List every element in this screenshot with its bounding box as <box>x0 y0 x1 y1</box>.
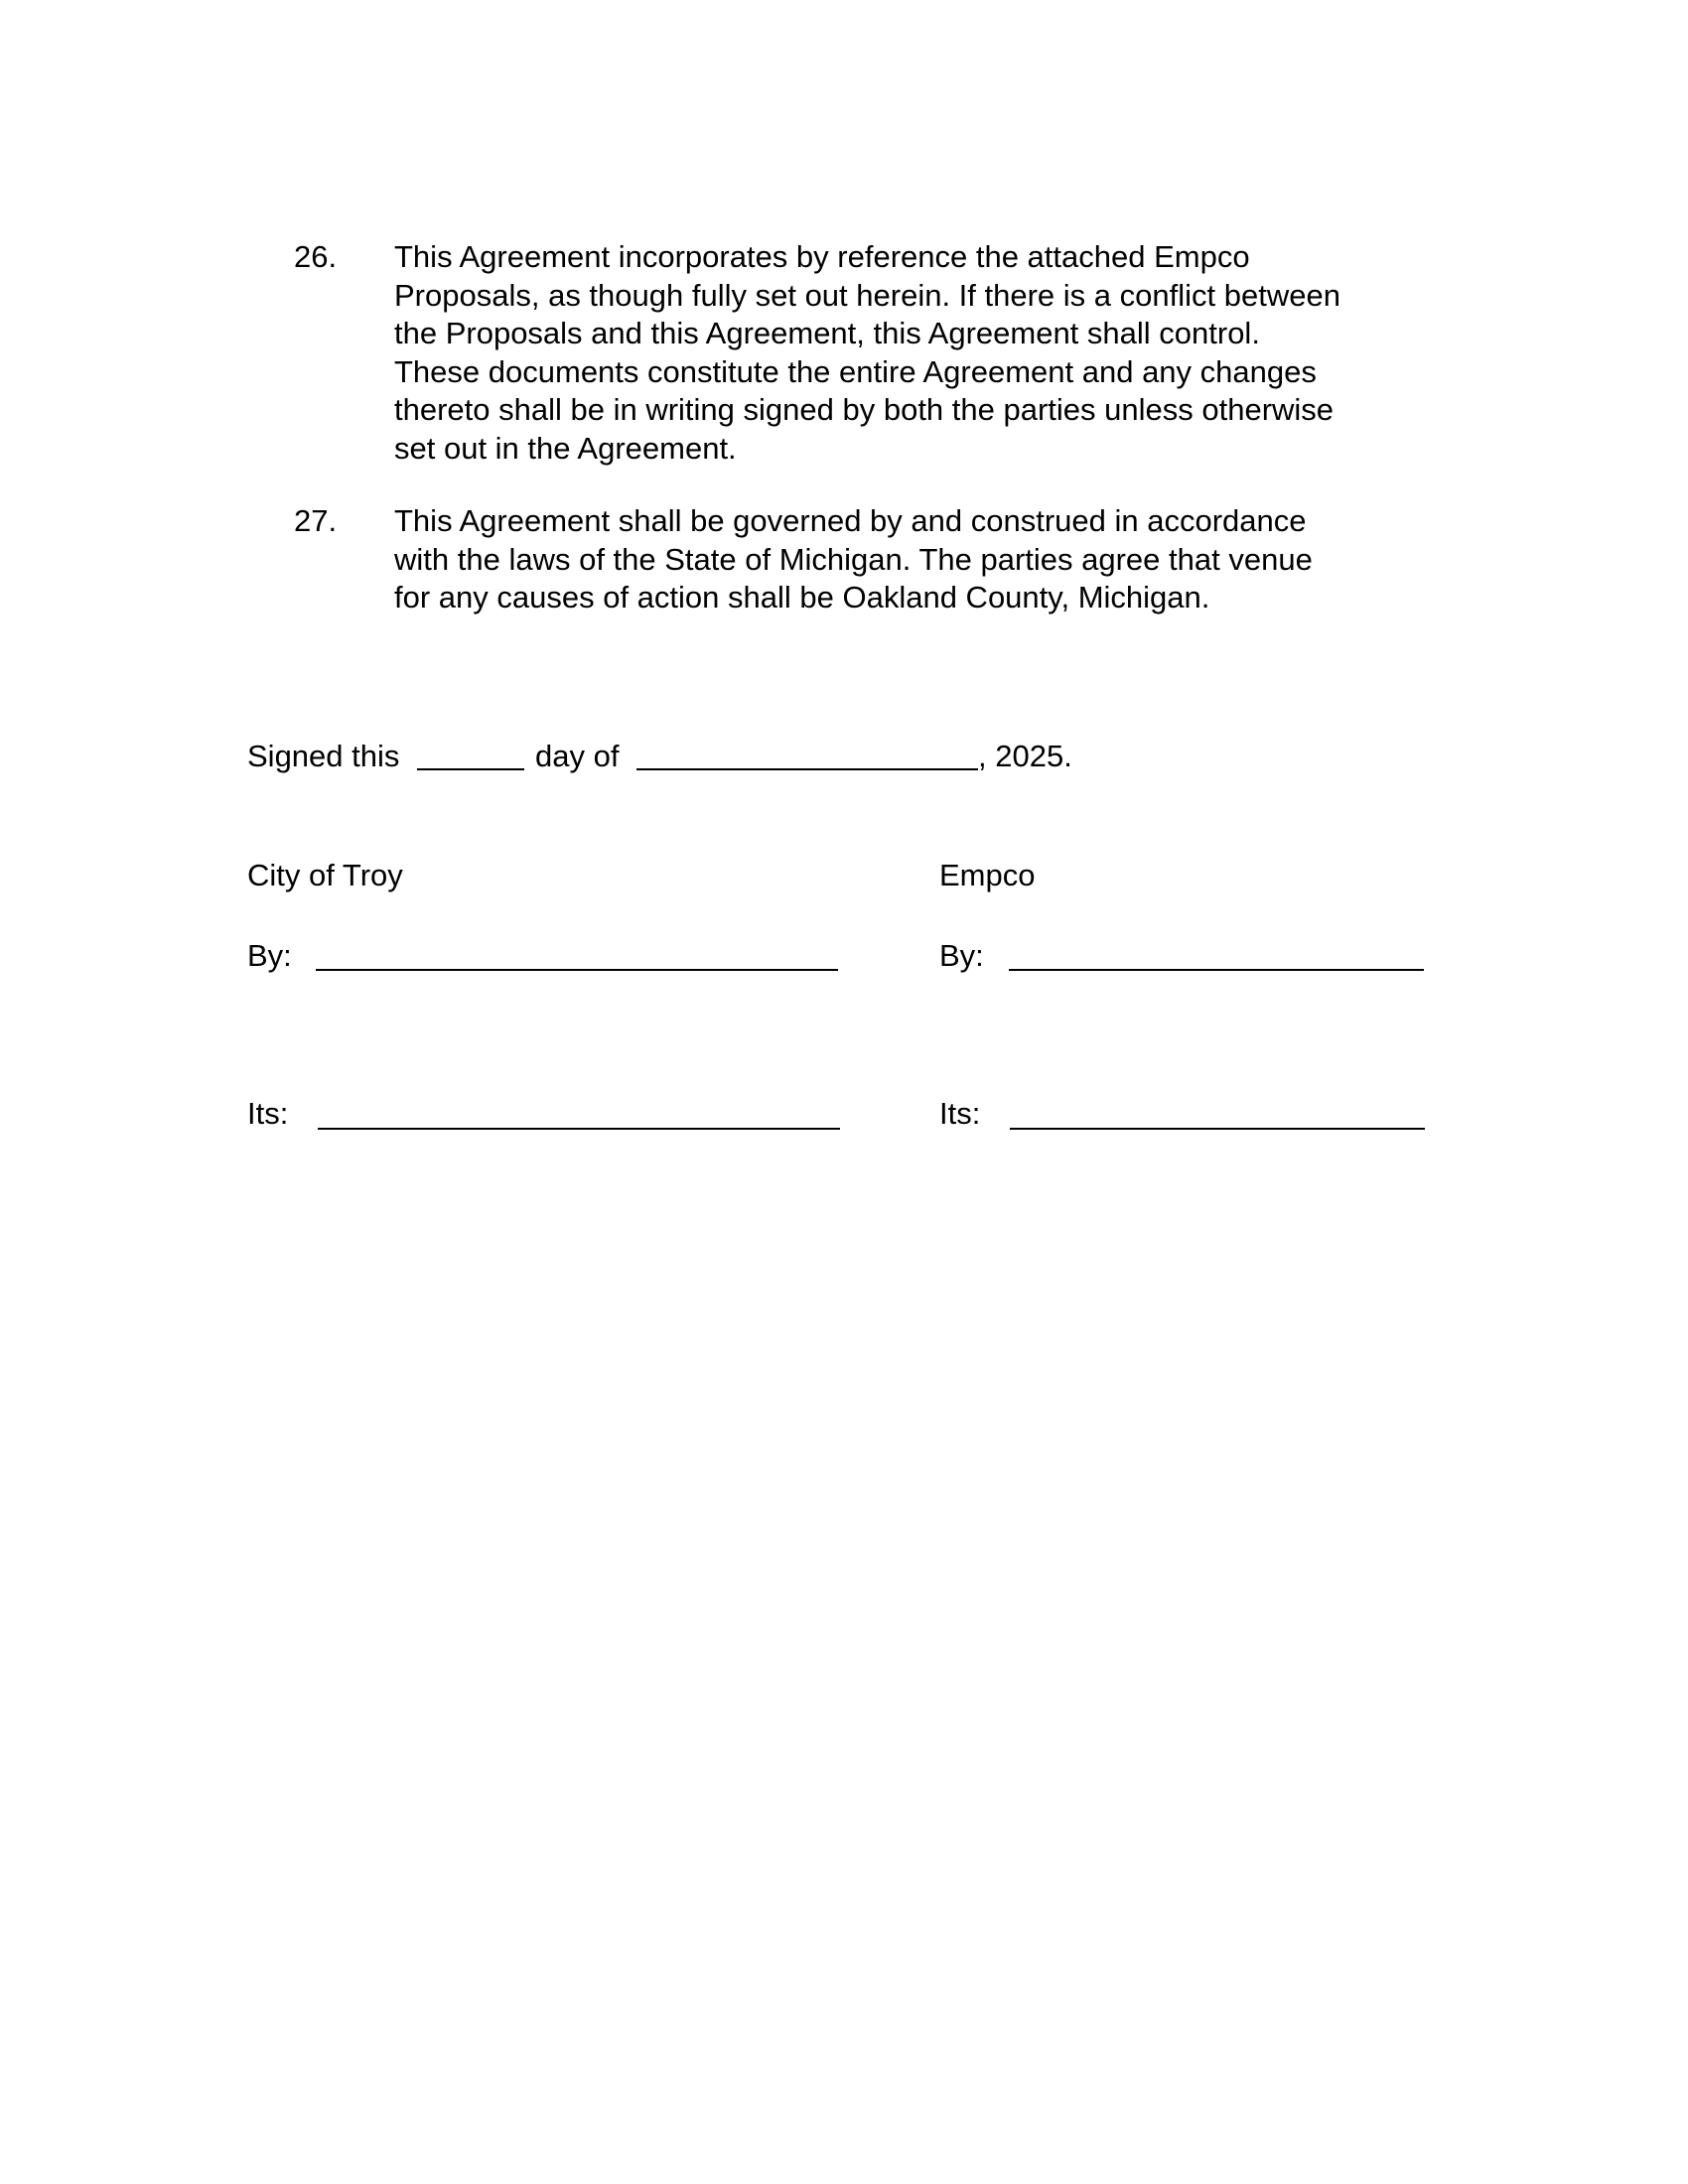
party-right-name: Empco <box>939 858 1036 892</box>
clause-number: 26. <box>294 239 338 274</box>
clause-number: 27. <box>294 503 338 538</box>
clause-line: set out in the Agreement. <box>394 430 737 466</box>
signed-month-field[interactable] <box>636 768 978 770</box>
left-its-title-field[interactable] <box>318 1128 840 1130</box>
signed-day-field[interactable] <box>417 768 524 770</box>
right-by-signature-field[interactable] <box>1009 969 1424 971</box>
party-left-name: City of Troy <box>247 858 403 892</box>
right-its-title-field[interactable] <box>1010 1128 1425 1130</box>
clause-line: the Proposals and this Agreement, this Agreement shall control. <box>394 316 1260 351</box>
clause-line: for any causes of action shall be Oakland County, Michigan. <box>394 580 1210 615</box>
left-by-label: By: <box>247 938 292 973</box>
clause-text <box>394 502 1447 617</box>
clause-line: Proposals, as though fully set out herein. If there is a conflict between <box>394 277 1340 313</box>
signed-suffix: , 2025. <box>978 739 1072 773</box>
clause-text <box>394 238 1447 469</box>
clause-line: These documents constitute the entire Agreement and any changes <box>394 353 1317 389</box>
clause-line: This Agreement shall be governed by and construed in accordance <box>394 503 1307 538</box>
right-its-label: Its: <box>939 1096 981 1131</box>
right-by-label: By: <box>939 938 984 973</box>
clause-line: with the laws of the State of Michigan. The parties agree that venue <box>394 541 1313 577</box>
signed-prefix: Signed this <box>247 739 400 773</box>
signed-middle: day of <box>535 739 620 773</box>
clause-line: This Agreement incorporates by reference the attached Empco <box>394 239 1250 274</box>
clause-line: thereto shall be in writing signed by both the parties unless otherwise <box>394 392 1335 428</box>
left-its-label: Its: <box>247 1096 289 1131</box>
left-by-signature-field[interactable] <box>316 969 838 971</box>
